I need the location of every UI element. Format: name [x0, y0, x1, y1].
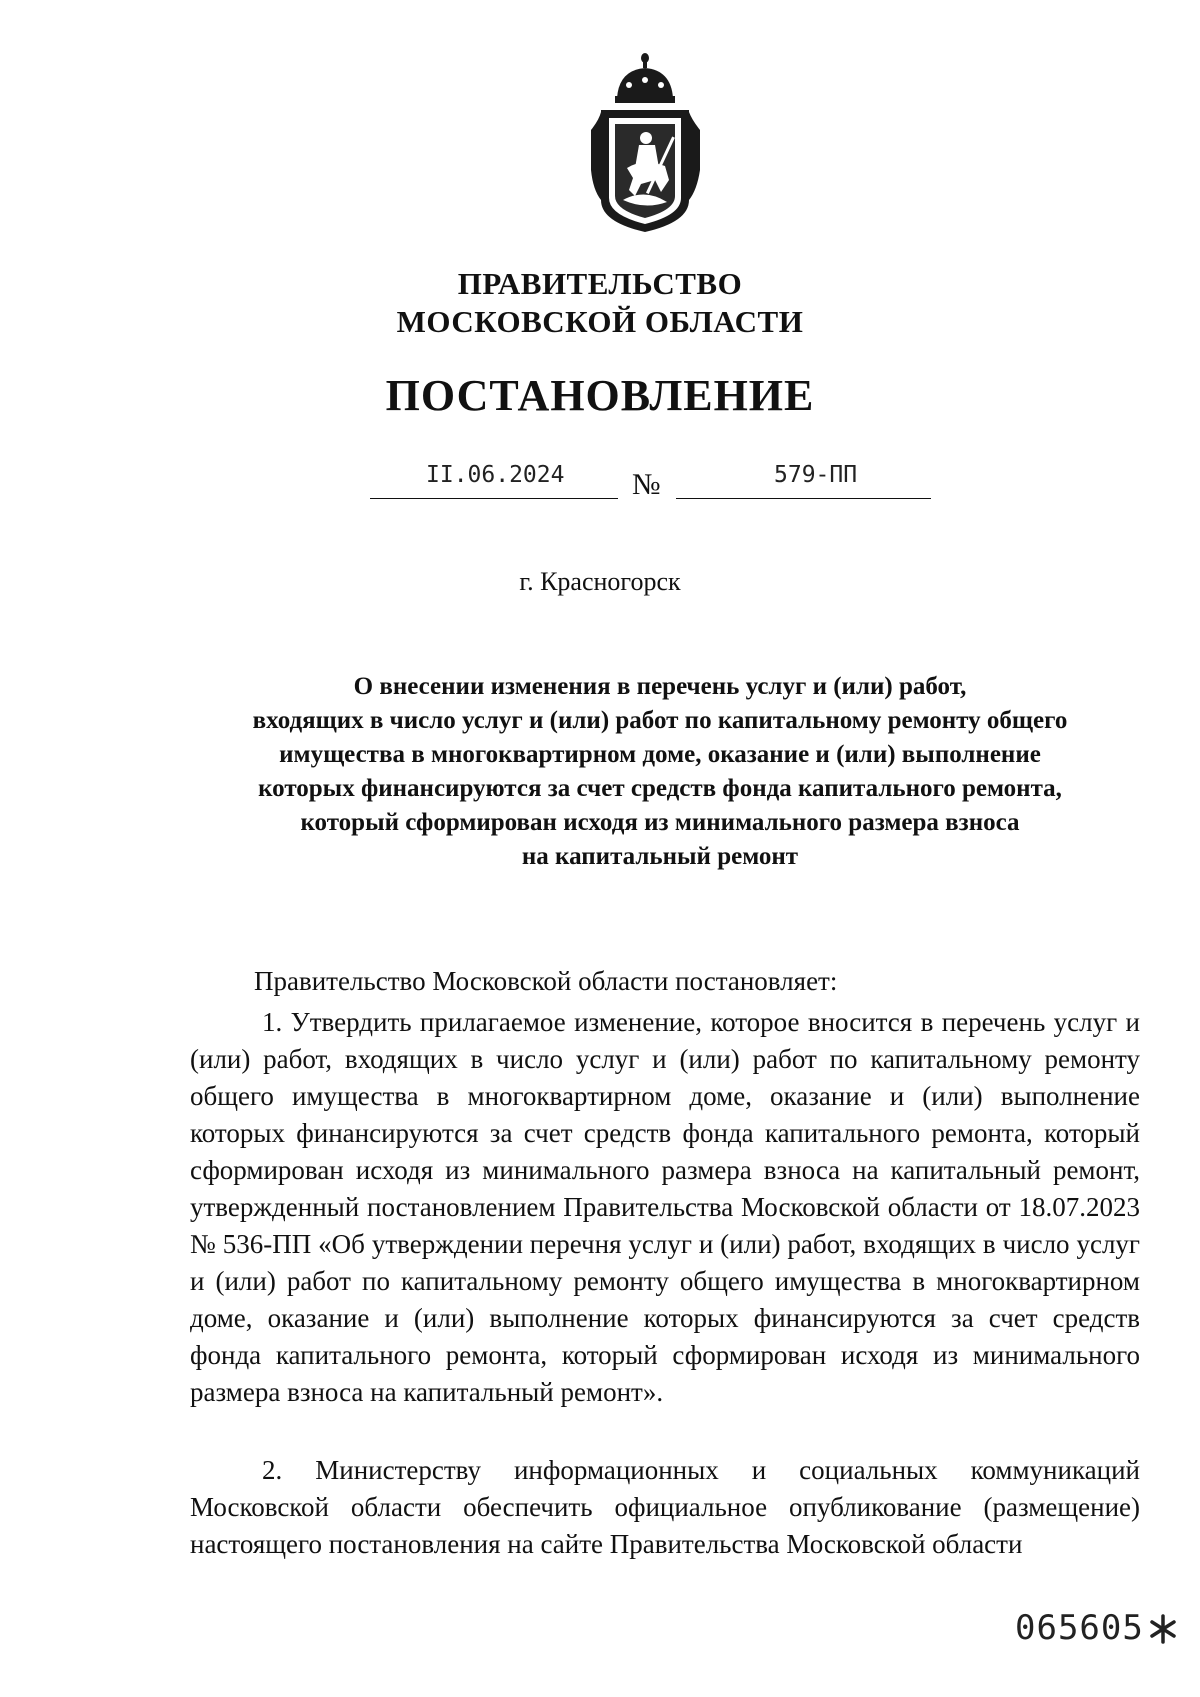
number-field [676, 462, 931, 499]
subject-line: которых финансируются за счет средств фонда капитального ремонта, [258, 775, 1062, 802]
coat-of-arms-icon [583, 50, 708, 235]
org-name-line-1: ПРАВИТЕЛЬСТВО [457, 266, 743, 301]
intro-line: Правительство Московской области постановляет: [254, 966, 838, 996]
date-value: II.06.2024 [426, 462, 565, 488]
org-name-line-2: МОСКОВСКОЙ ОБЛАСТИ [396, 304, 804, 339]
document-type-title: ПОСТАНОВЛЕНИЕ [385, 371, 815, 420]
city-line: г. Красногорск [519, 567, 681, 596]
paragraph-2: 2. Министерству информационных и социальных коммуникаций Московской области обеспечить официальное опубликование (размещение) настоящего постановления на сайте Правительства Московской области [190, 1455, 1140, 1559]
subject-line: имущества в многоквартирном доме, оказание и (или) выполнение [279, 741, 1041, 768]
subject-line: на капитальный ремонт [521, 843, 799, 870]
date-field [370, 462, 618, 499]
number-sign: № [632, 468, 661, 501]
asterisk-icon [1146, 1612, 1180, 1646]
page-code: 065605 [1015, 1608, 1144, 1648]
document-subject [160, 670, 1160, 874]
paragraph-1: 1. Утвердить прилагаемое изменение, которое вносится в перечень услуг и (или) работ, входящих в число услуг и (или) работ по капитальному ремонту общего имущества в многоквартирном доме, оказание и (или) выполнение которых финансируются за счет средств фонда капитального ремонта, который сформирован исходя из минимального размера взноса на капитальный ремонт, утвержденный постановлением Правительства Московской области от 18.07.2023 № 536-ПП «Об утверждении перечня услуг и (или) работ, входящих в число услуг и (или) работ по капитальному ремонту общего имущества в многоквартирном доме, оказание и (или) выполнение которых финансируются за счет средств фонда капитального ремонта, который сформирован исходя из минимального размера взноса на капитальный ремонт». [190, 1007, 1140, 1407]
document-number: 579-ПП [774, 462, 858, 488]
subject-line: который сформирован исходя из минимального размера взноса [300, 809, 1020, 836]
subject-line: О внесении изменения в перечень услуг и (или) работ, [353, 673, 967, 700]
subject-line: входящих в число услуг и (или) работ по капитальному ремонту общего [252, 707, 1068, 734]
